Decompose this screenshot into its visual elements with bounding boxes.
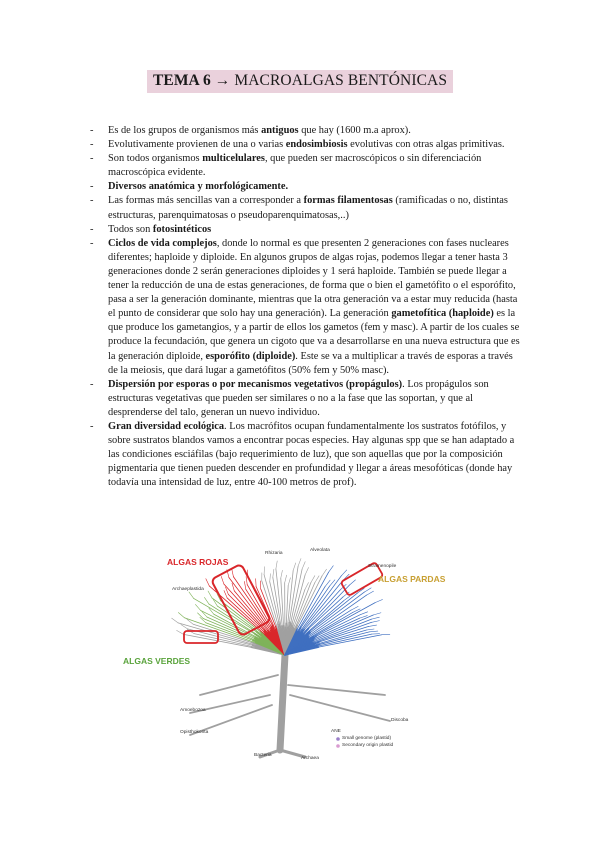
title-bar (0, 70, 600, 93)
tree-twig (276, 561, 277, 569)
legend-item-2: Secondary origin plastid (342, 743, 394, 748)
bold-term: formas filamentosas (303, 195, 393, 207)
tree-twig (315, 576, 319, 583)
tree-twig (293, 563, 296, 571)
tree-twig (195, 604, 200, 610)
tree-twig (206, 579, 209, 586)
tree-branch (290, 695, 390, 721)
tree-twig (246, 577, 247, 585)
label-opisthokonta: Opisthokonta (180, 730, 209, 735)
bold-term: esporófito (diploide) (205, 350, 296, 362)
tree-twig (366, 629, 374, 630)
tree-twig (273, 569, 274, 577)
tree-twig (224, 591, 227, 598)
bullet-text: . Este se va a multiplicar a través de esporas a través de la meiosis, que dará lugar a gametófitos (50% fem y 50% masc). (108, 350, 513, 376)
bullet-text: que hay (1600 m.a aprox). (298, 125, 411, 136)
tree-twig (244, 581, 245, 589)
label-amoebozoa: Amoebozoa (180, 708, 206, 713)
label-bacteria: Bacteria (254, 753, 272, 758)
label-rhizaria: Rhizaria (265, 551, 283, 556)
tree-twig (208, 591, 212, 598)
bullet-item (90, 180, 520, 194)
tree-branch (292, 575, 305, 624)
tree-twig (341, 570, 346, 576)
tree-twig (360, 612, 367, 615)
label-algas-pardas: ALGAS PARDAS (378, 574, 446, 584)
tree-branch (310, 592, 364, 632)
bullet-item (90, 152, 520, 180)
bullet-text: , donde lo normal es que presenten 2 generaciones con fases nucleares diferentes; haploide y diploide. En algunos grupos de algas rojas, podemos llegar a tener hasta 3 generaciones donde 2 serán generaciones diploides y 1 será haploide. También se puede llegar a tener la reducción de una de estas generaciones, de forma que o bien el gametófito o el esporófito, pasa a ser la generación dominante, mientras que la otra generación va a estar muy reducida (hasta el punto de considerar que solo hay una generación). La generación (108, 237, 518, 320)
bullet-text: , que pueden ser macroscópicos o sin diferenciación macroscópica evidente. (108, 153, 482, 179)
title-number: TEMA 6 → (152, 72, 231, 89)
label-alveolata: Alveolata (310, 548, 330, 553)
tree-branch (276, 569, 282, 626)
bullet-text: es la que produce los gametangios, y a partir de ellos los gametos (fem y masc). A partir de los cuales se produce la fecundación, que genera un cigoto que va a desarrollarse en una nueva estructura que es la generación diploide, (108, 308, 520, 362)
bold-term: antiguos (261, 125, 299, 136)
label-stramenopile: Stramenopile (368, 564, 397, 569)
tree-twig (285, 575, 287, 583)
tree-twig (373, 613, 381, 615)
tree-twig (305, 567, 308, 574)
tree-twig (329, 566, 334, 572)
tree-branch (293, 590, 305, 626)
tree-twig (367, 591, 374, 595)
label-ane: ANE (331, 729, 341, 734)
bullet-item (90, 124, 520, 138)
legend-dot-2 (336, 744, 340, 748)
tree-twig (232, 569, 234, 577)
bullet-text: Evolutivamente provienen de una o varias (108, 139, 286, 151)
tree-twig (302, 562, 305, 569)
label-algas-verdes: ALGAS VERDES (123, 656, 191, 666)
bold-term: Ciclos de vida complejos (108, 237, 217, 249)
tree-twig (325, 580, 330, 586)
bold-term: gametofítica (haploide) (391, 308, 494, 320)
bullet-text: (ramificadas o no, distintas estructuras, parenquimatosas o pseudoparenquimatosas,..) (108, 195, 508, 221)
tree-twig (204, 597, 209, 604)
bullet-text: Todos son (108, 223, 153, 235)
tree-twig (221, 576, 224, 584)
legend-item-1: Small genome (plastid) (342, 736, 392, 741)
tree-twig (364, 588, 371, 592)
bullet-item (90, 378, 520, 420)
label-discoba: Discoba (391, 718, 409, 723)
label-algas-rojas: ALGAS ROJAS (167, 557, 229, 567)
tree-twig (288, 578, 290, 586)
tree-twig (351, 606, 358, 610)
bullet-list (90, 124, 520, 490)
phylogeny-figure (120, 545, 450, 765)
tree-branch (288, 685, 385, 695)
bullet-item (90, 138, 520, 152)
tree-twig (349, 580, 355, 585)
bullet-text: . Los macrófitos ocupan fundamentalmente los sustratos fotófilos, y sobre sustratos blandos vamos a encontrar pocas especies. Hay algunas spp que se han adaptado a las condiciones esciáfilas (bajo requerimiento de luz), que son aquellas que por la composición pigmentaria que tienen pueden descender en profundidad y llegar a áreas mesofóticas (donde hay todavía una intensidad de luz, entre 40-100 metros de prof). (108, 420, 515, 489)
bullet-item (90, 223, 520, 237)
tree-twig (172, 618, 178, 623)
tree-twig (305, 583, 309, 590)
tree-branch (221, 601, 261, 632)
tree-twig (322, 569, 326, 576)
legend-dot-1 (336, 737, 340, 741)
label-archaeplastida: Archaeplastida (172, 587, 204, 592)
title-text: MACROALGAS BENTÓNICAS (230, 72, 448, 89)
bullet-item (90, 194, 520, 222)
tree-twig (369, 625, 377, 626)
bullet-text: Son todos organismos (108, 153, 203, 165)
tree-branch (314, 622, 372, 642)
tree-twig (281, 570, 283, 578)
page-title (147, 70, 453, 93)
tree-twig (370, 631, 378, 632)
tree-twig (372, 617, 380, 619)
bullet-item (90, 237, 520, 378)
tree-branch (200, 675, 278, 695)
tree-twig (189, 592, 194, 598)
bullet-item (90, 420, 520, 490)
tree-twig (178, 613, 184, 618)
label-archaea: Archaea (301, 756, 319, 761)
bullet-text: evolutivas con otras algas primitivas. (347, 139, 505, 151)
tree-trunk (280, 655, 285, 750)
bold-term: Gran diversidad ecológica (108, 420, 225, 432)
bold-term: fotosintéticos (152, 223, 212, 235)
bold-term: Diversos anatómica y morfológicamente. (108, 181, 289, 193)
tree-twig (311, 576, 315, 583)
bullet-text: . Los propágulos son estructuras vegetativas que pueden ser similares o no a la fase que las soportan, y que al desprenderse del talo, generan un nuevo individuo. (108, 378, 489, 418)
tree-twig (375, 599, 382, 602)
bold-term: multicelulares (202, 153, 265, 165)
tree-branch (286, 585, 288, 623)
tree-twig (270, 574, 271, 582)
bold-term: Dispersión por esporas o por mecanismos vegetativos (propágulos) (108, 378, 403, 390)
tree-branch (297, 572, 328, 629)
tree-twig (372, 621, 380, 623)
bullet-text: Es de los grupos de organismos más (108, 125, 262, 136)
bold-term: endosimbiosis (285, 139, 348, 151)
tree-twig (298, 559, 301, 566)
tree-twig (177, 630, 184, 634)
bullet-text: Las formas más sencillas van a corresponder a (108, 195, 304, 207)
